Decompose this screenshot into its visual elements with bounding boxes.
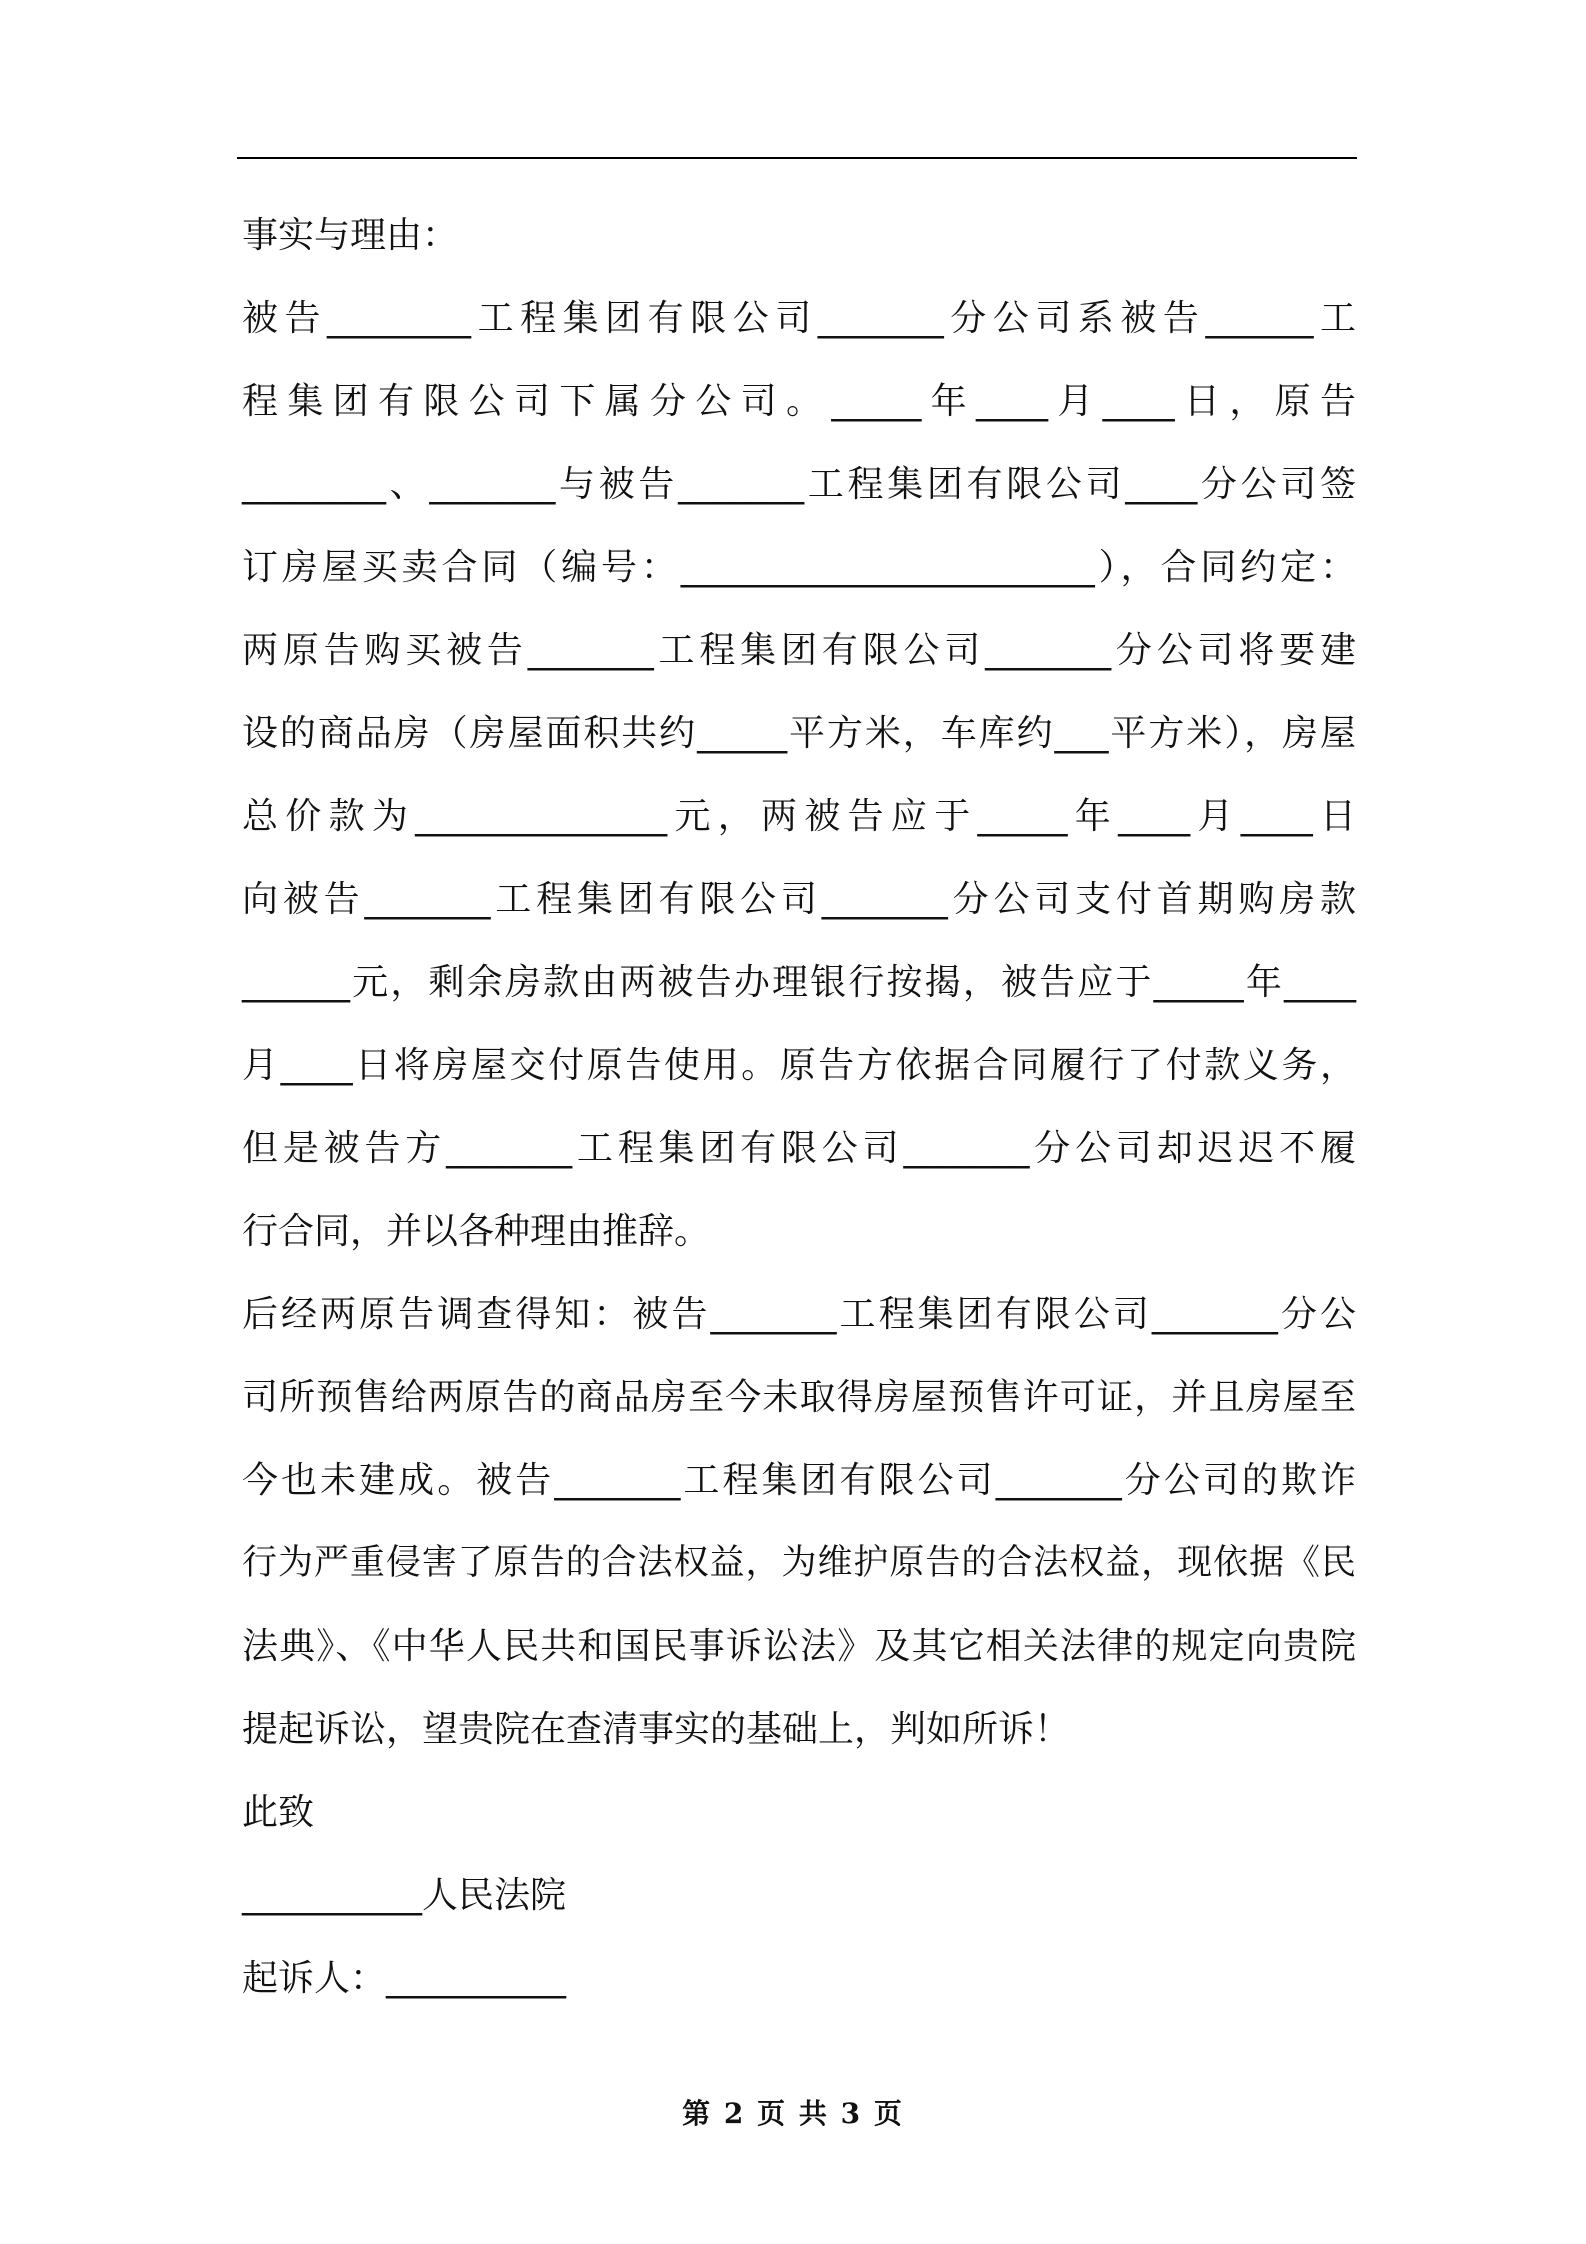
paragraph-line: 提起诉讼，望贵院在查清事实的基础上，判如所诉！ — [242, 1709, 1071, 1750]
salutation: 此致 — [242, 1792, 315, 1833]
paragraph-line: 程集团有限公司下属分公司。_____年____月____日，原告 — [242, 381, 1356, 422]
paragraph-line: 但是被告方_______工程集团有限公司_______分公司却迟迟不履 — [242, 1128, 1356, 1169]
paragraph-line: 订房屋买卖合同（编号：_______________________），合同约定： — [242, 547, 1356, 588]
paragraph-line: ______元，剩余房款由两被告办理银行按揭，被告应于_____年____ — [242, 962, 1356, 1003]
document-body — [242, 194, 1356, 2020]
paragraph-line: 今也未建成。被告_______工程集团有限公司_______分公司的欺诈 — [242, 1460, 1356, 1501]
paragraph-line: 向被告_______工程集团有限公司_______分公司支付首期购房款 — [242, 879, 1356, 920]
paragraph-line: 设的商品房（房屋面积共约_____平方米，车库约___平方米），房屋 — [242, 713, 1356, 754]
court-name-line: __________人民法院 — [242, 1875, 567, 1916]
paragraph-line: 后经两原告调查得知：被告_______工程集团有限公司_______分公 — [242, 1294, 1356, 1335]
paragraph-line: 月____日将房屋交付原告使用。原告方依据合同履行了付款义务， — [242, 1045, 1356, 1086]
paragraph-line: 法典》、《中华人民共和国民事诉讼法》及其它相关法律的规定向贵院 — [242, 1626, 1356, 1667]
header-divider — [237, 157, 1357, 159]
paragraph-line: 行为严重侵害了原告的合法权益，为维护原告的合法权益，现依据《民 — [242, 1543, 1356, 1583]
paragraph-line: 行合同，并以各种理由推辞。 — [242, 1211, 711, 1252]
paragraph-line: 被告________工程集团有限公司_______分公司系被告______工 — [242, 298, 1356, 339]
paragraph-line: ________、_______与被告_______工程集团有限公司____分公司签 — [242, 464, 1356, 505]
plaintiff-signature-line: 起诉人：__________ — [242, 1958, 567, 1999]
paragraph-line: 两原告购买被告_______工程集团有限公司_______分公司将要建 — [242, 630, 1356, 671]
page-number: 第 2 页 共 3 页 — [682, 2097, 904, 2130]
paragraph-line: 总价款为______________元，两被告应于_____年____月____日 — [242, 796, 1356, 837]
section-heading: 事实与理由： — [242, 215, 459, 256]
paragraph-line: 司所预售给两原告的商品房至今未取得房屋预售许可证，并且房屋至 — [242, 1377, 1356, 1418]
